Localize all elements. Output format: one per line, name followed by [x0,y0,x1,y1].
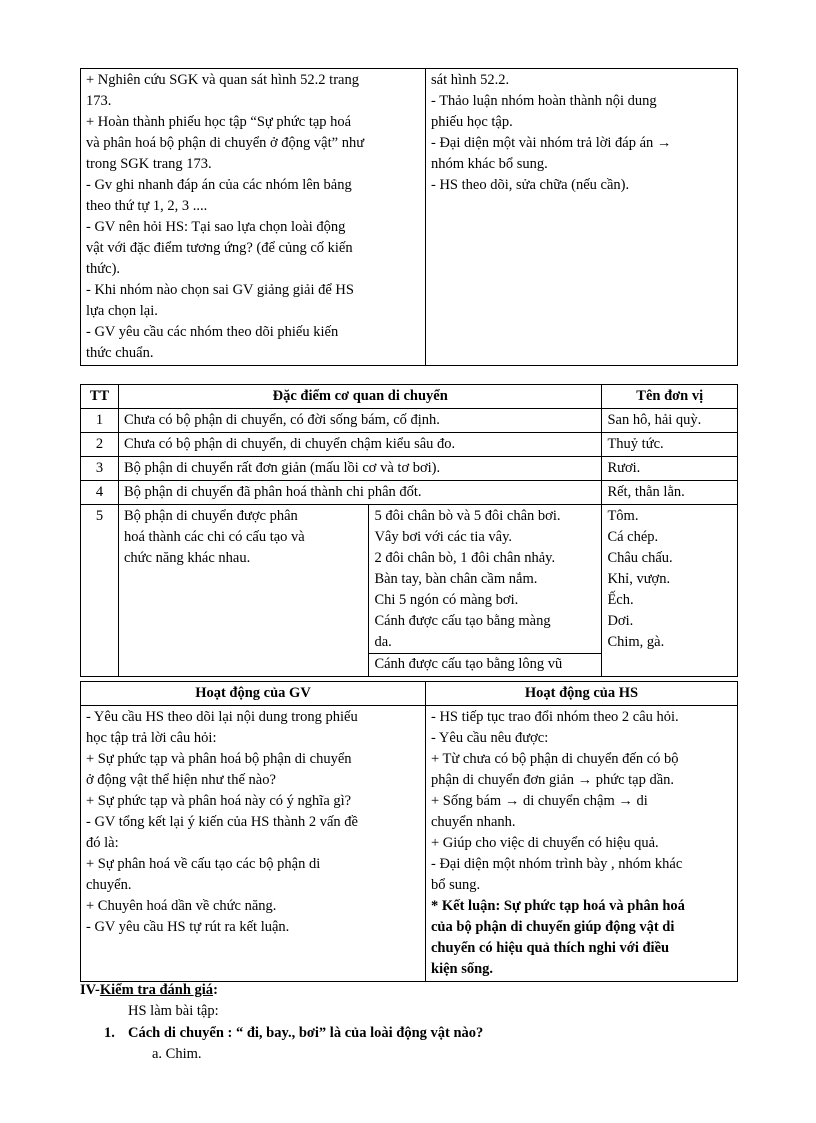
header-tt: TT [81,385,119,409]
text-line: da. [374,634,392,650]
text-line: 173. [86,93,112,109]
header-teacher-activity: Hoạt động của GV [81,682,426,706]
row-number: 1 [81,409,119,433]
table-row [81,409,738,433]
row-number: 3 [81,457,119,481]
exercise-intro: HS làm bài tập: [128,1003,219,1019]
student-activity-cell [426,69,738,366]
header-unit-name: Tên đơn vị [602,385,738,409]
text-line: trong SGK trang 173. [86,156,212,172]
text-line: chuyển có hiệu quả thích nghi với điều [431,940,670,956]
text-line: - Thảo luận nhóm hoàn thành nội dung [431,93,657,109]
row-number: 4 [81,481,119,505]
text-line: Cánh được cấu tạo bằng lông vũ [369,653,601,675]
text-line: chức năng khác nhau. [123,550,251,566]
text-line: nhóm khác bổ sung. [431,156,548,172]
text-line: sát hình 52.2. [431,72,510,88]
text-line: Châu chấu. [607,550,673,566]
text-line: 5 đôi chân bò và 5 đôi chân bơi. [374,508,561,524]
text-line: thức). [86,261,121,277]
text-line: - Yêu cầu HS theo dõi lại nội dung trong phiếu [86,709,358,725]
text-line: Ếch. [607,592,634,608]
text-line: học tập trả lời câu hỏi: [86,730,217,746]
activity-table-2 [80,681,738,982]
row-feature: Bộ phận di chuyển rất đơn giản (mấu lồi cơ và tơ bơi). [118,457,601,481]
text-line: + Giúp cho việc di chuyển có hiệu quả. [431,835,659,851]
table-row [81,505,738,677]
text-line: vật với đặc điểm tương ứng? (để củng cố kiến [86,240,353,256]
table-row [81,457,738,481]
conclusion [431,896,732,980]
text-line: Khỉ, vượn. [607,571,671,587]
text-line: của bộ phận di chuyển giúp động vật di [431,919,675,935]
teacher-activity-cell [81,69,426,366]
text-line: * Kết luận: Sự phức tạp hoá và phân hoá [431,898,685,914]
row-number: 2 [81,433,119,457]
text-line: - GV yêu cầu HS tự rút ra kết luận. [86,919,290,935]
table-row [81,481,738,505]
row-unit-names [602,505,738,677]
text-line: theo thứ tự 1, 2, 3 .... [86,198,208,214]
text-line: 2 đôi chân bò, 1 đôi chân nhảy. [374,550,556,566]
row-feature: Chưa có bộ phận di chuyển, di chuyển chậm kiểu sâu đo. [118,433,601,457]
row-number: 5 [81,505,119,677]
text-line: Chi 5 ngón có màng bơi. [374,592,519,608]
text-line: - HS tiếp tục trao đổi nhóm theo 2 câu hỏi. [431,709,679,725]
text-line: + Sống bám → di chuyển chậm → di [431,793,648,809]
text-line: bổ sung. [431,877,481,893]
text-line: - Khi nhóm nào chọn sai GV giảng giải để HS [86,282,354,298]
text-line: phiếu học tập. [431,114,513,130]
text-line: + Hoàn thành phiếu học tập “Sự phức tạp hoá [86,114,352,130]
text-line: - GV tổng kết lại ý kiến của HS thành 2 vấn đề [86,814,358,830]
text-line: hoá thành các chi có cấu tạo và [123,529,305,545]
text-line: + Nghiên cứu SGK và quan sát hình 52.2 trang [86,72,359,88]
text-line: - GV nên hỏi HS: Tại sao lựa chọn loài động [86,219,346,235]
text-line: - Đại diện một vài nhóm trả lời đáp án → [431,135,672,151]
activity-table-1 [80,68,738,366]
text-line: Bộ phận di chuyển được phân [123,508,298,524]
text-line: ở động vật thể hiện như thế nào? [86,772,276,788]
row-unit-name: Rươi. [602,457,738,481]
section-heading: IV-Kiểm tra đánh giá: [80,982,218,998]
movement-organ-table [80,384,738,677]
teacher-activity-cell [81,706,426,982]
row-feature-details [369,505,602,677]
text-line: + Sự phân hoá về cấu tạo các bộ phận di [86,856,321,872]
text-line: Dơi. [607,613,634,629]
row-unit-name: Rết, thằn lằn. [602,481,738,505]
row-feature: Bộ phận di chuyển đã phân hoá thành chi phân đốt. [118,481,601,505]
text-line: thức chuẩn. [86,345,154,361]
text-line: lựa chọn lại. [86,303,158,319]
text-line: Vây bơi với các tia vây. [374,529,513,545]
text-line: chuyển. [86,877,132,893]
text-line: - Yêu cầu nêu được: [431,730,549,746]
student-activity-cell [426,706,738,982]
text-line: Cánh được cấu tạo bằng màng [374,613,551,629]
text-line: phận di chuyển đơn giản → phức tạp dần. [431,772,675,788]
row-unit-name: Thuỷ tức. [602,433,738,457]
text-line: Chim, gà. [607,634,665,650]
table-row [81,433,738,457]
question-1: 1. Cách di chuyển : “ đi, bay., bơi” là của loài động vật nào? [104,1025,484,1041]
text-line: + Từ chưa có bộ phận di chuyển đến có bộ [431,751,679,767]
text-line: - HS theo dõi, sửa chữa (nếu cần). [431,177,630,193]
row-feature: Chưa có bộ phận di chuyển, có đời sống bám, cố định. [118,409,601,433]
text-line: và phân hoá bộ phận di chuyển ở động vật” như [86,135,365,151]
row-unit-name: San hô, hải quỳ. [602,409,738,433]
row-feature-group [118,505,368,677]
header-feature: Đặc điểm cơ quan di chuyển [118,385,601,409]
text-line: chuyển nhanh. [431,814,516,830]
text-line: + Sự phức tạp và phân hoá bộ phận di chuyển [86,751,352,767]
answer-a: a. Chim. [152,1046,202,1062]
text-line: Tôm. [607,508,639,524]
text-line: + Sự phức tạp và phân hoá này có ý nghĩa gì? [86,793,352,809]
text-line: - Đại diện một nhóm trình bày , nhóm khác [431,856,683,872]
text-line: đó là: [86,835,119,851]
text-line: Cá chép. [607,529,659,545]
text-line: Bàn tay, bàn chân cầm nắm. [374,571,538,587]
text-line: - GV yêu cầu các nhóm theo dõi phiếu kiến [86,324,339,340]
text-line: + Chuyên hoá dần về chức năng. [86,898,277,914]
text-line: kiện sống. [431,961,494,977]
text-line: - Gv ghi nhanh đáp án của các nhóm lên bảng [86,177,352,193]
header-student-activity: Hoạt động của HS [426,682,738,706]
